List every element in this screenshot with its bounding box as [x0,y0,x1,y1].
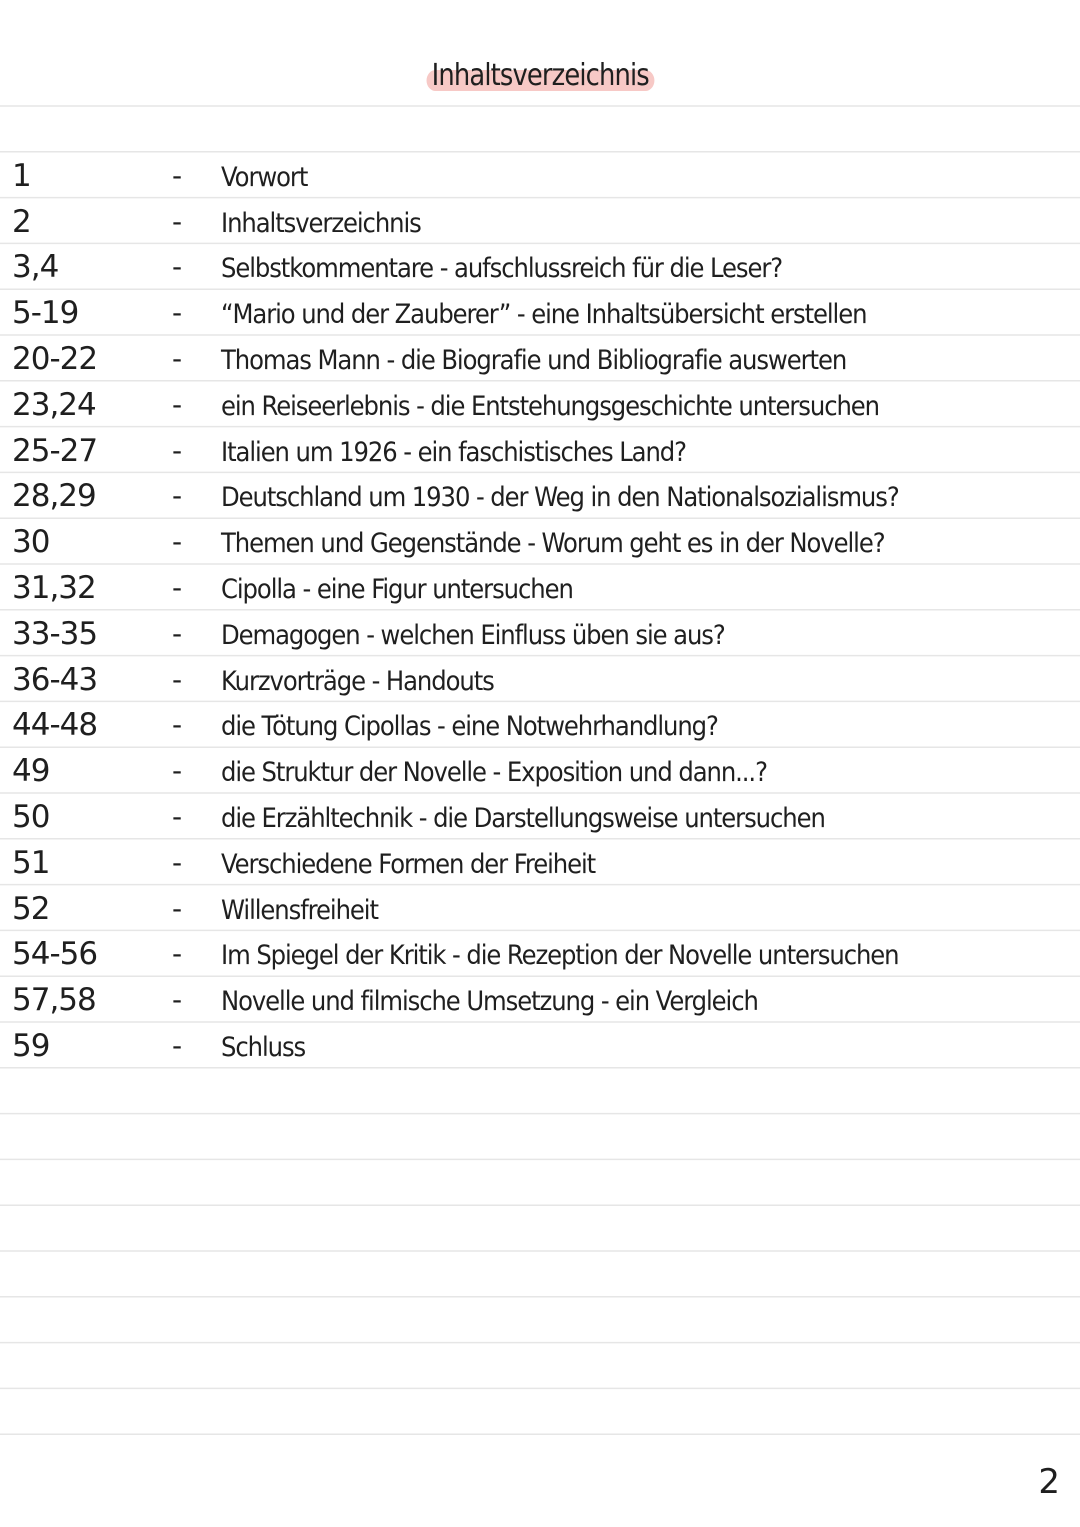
toc-entry [0,198,1080,244]
toc-separator: - [172,1028,183,1062]
toc-pages: 2 [12,203,31,240]
toc-separator: - [172,296,183,330]
toc-topic: die Tötung Cipollas - eine Notwehrhandlung? [221,711,718,743]
toc-pages: 50 [12,798,50,835]
toc-pages: 3,4 [12,249,59,286]
toc-separator: - [172,479,183,513]
toc-entry [0,656,1080,702]
toc-entry [0,793,1080,839]
toc-pages: 59 [12,1027,50,1064]
toc-pages: 52 [12,890,50,927]
toc-separator: - [172,754,183,788]
toc-entry [0,610,1080,656]
toc-entry [0,885,1080,931]
toc-separator: - [172,204,183,238]
toc-entry [0,518,1080,564]
page-title: Inhaltsverzeichnis [426,58,654,93]
toc-pages: 1 [12,157,31,194]
toc-topic: die Erzähltechnik - die Darstellungsweise untersuchen [221,802,825,834]
toc-pages: 30 [12,524,50,561]
toc-pages: 51 [12,844,50,881]
toc-separator: - [172,799,183,833]
toc-pages: 54-56 [12,936,98,973]
toc-pages: 44-48 [12,707,98,744]
toc-topic: Deutschland um 1930 - der Weg in den Nationalsozialismus? [221,482,899,514]
toc-separator: - [172,250,183,284]
toc-topic: Willensfreiheit [221,894,378,926]
toc-topic: die Struktur der Novelle - Exposition und dann...? [221,757,767,789]
toc-topic: Selbstkommentare - aufschlussreich für die Leser? [221,253,783,285]
toc-pages: 33-35 [12,615,98,652]
toc-pages: 25-27 [12,432,98,469]
toc-entry [0,747,1080,793]
toc-topic: Verschiedene Formen der Freiheit [221,848,596,880]
toc-separator: - [172,616,183,650]
toc-separator: - [172,937,183,971]
toc-topic: Kurzvorträge - Handouts [221,665,494,697]
toc-separator: - [172,891,183,925]
toc-separator: - [172,708,183,742]
toc-separator: - [172,983,183,1017]
toc-separator: - [172,845,183,879]
toc-topic: ein Reiseerlebnis - die Entstehungsgeschichte untersuchen [221,390,879,422]
toc-entry [0,702,1080,748]
toc-separator: - [172,662,183,696]
toc-separator: - [172,387,183,421]
toc-entry [0,381,1080,427]
toc-entry [0,244,1080,290]
toc-separator: - [172,433,183,467]
toc-entry [0,839,1080,885]
page-number: 2 [1038,1462,1060,1502]
toc-entry [0,335,1080,381]
toc-entry [0,289,1080,335]
toc-topic: “Mario und der Zauberer” - eine Inhaltsübersicht erstellen [221,299,867,331]
toc-pages: 28,29 [12,478,96,515]
toc-entry [0,931,1080,977]
toc-pages: 31,32 [12,569,96,606]
table-of-contents [0,152,1080,1068]
toc-separator: - [172,158,183,192]
toc-entry [0,976,1080,1022]
toc-entry [0,152,1080,198]
toc-topic: Vorwort [221,161,308,193]
toc-separator: - [172,341,183,375]
toc-topic: Italien um 1926 - ein faschistisches Land? [221,436,686,468]
toc-pages: 5-19 [12,295,79,332]
toc-topic: Schluss [221,1031,306,1063]
toc-separator: - [172,570,183,604]
toc-pages: 49 [12,753,50,790]
toc-pages: 57,58 [12,982,96,1019]
toc-pages: 36-43 [12,661,98,698]
toc-separator: - [172,525,183,559]
toc-entry [0,427,1080,473]
toc-entry [0,1022,1080,1068]
toc-topic: Novelle und filmische Umsetzung - ein Vergleich [221,986,758,1018]
toc-topic: Cipolla - eine Figur untersuchen [221,573,573,605]
toc-topic: Demagogen - welchen Einfluss üben sie aus? [221,619,725,651]
toc-topic: Themen und Gegenstände - Worum geht es in der Novelle? [221,528,885,560]
toc-topic: Inhaltsverzeichnis [221,207,421,239]
toc-topic: Im Spiegel der Kritik - die Rezeption der Novelle untersuchen [221,940,899,972]
toc-pages: 20-22 [12,340,98,377]
toc-topic: Thomas Mann - die Biografie und Bibliografie auswerten [221,344,847,376]
toc-entry [0,564,1080,610]
toc-pages: 23,24 [12,386,96,423]
toc-entry [0,473,1080,519]
